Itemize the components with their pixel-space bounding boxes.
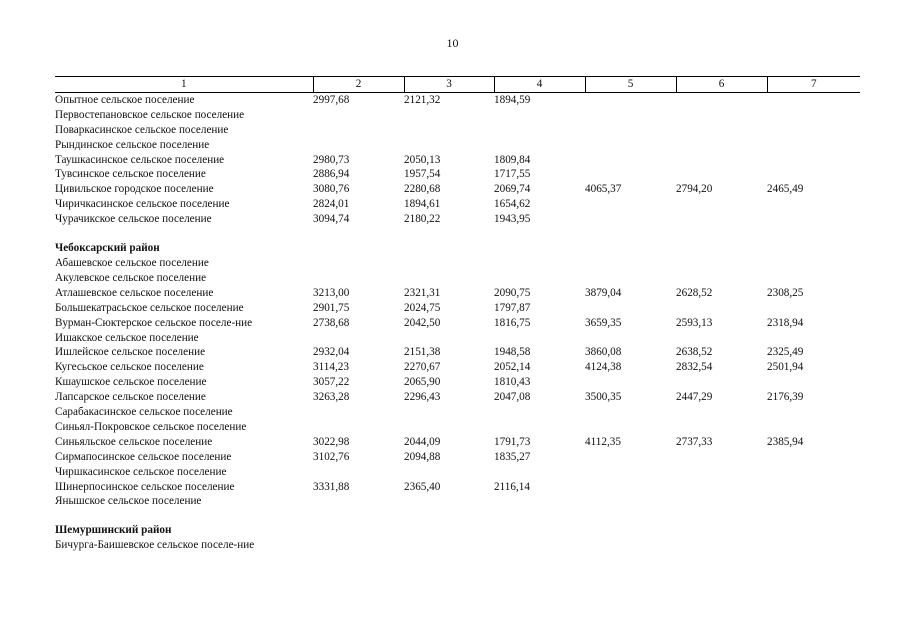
value-cell [404, 256, 494, 271]
table-row [55, 316, 860, 331]
value-cell [767, 153, 860, 168]
district-heading-row [55, 509, 860, 538]
settlement-name: Синьяльское сельское поселение [55, 435, 213, 448]
value-cell [404, 465, 494, 480]
value-cell [676, 480, 767, 495]
value-cell [585, 538, 676, 553]
settlement-name: Лапсарское сельское поселение [55, 391, 206, 404]
value-cell [404, 123, 494, 138]
value-cell: 2997,68 [313, 93, 350, 106]
value-cell: 3659,35 [585, 316, 622, 329]
value-cell: 4065,37 [585, 183, 622, 196]
table-row [55, 301, 860, 316]
value-cell [767, 465, 860, 480]
value-cell [585, 480, 676, 495]
value-cell [676, 271, 767, 286]
column-header: 2 [313, 77, 404, 93]
value-cell [404, 420, 494, 435]
value-cell [494, 123, 585, 138]
value-cell: 3080,76 [313, 183, 350, 196]
value-cell [404, 538, 494, 553]
value-cell [585, 450, 676, 465]
table-row [55, 494, 860, 509]
value-cell [676, 301, 767, 316]
value-cell [585, 494, 676, 509]
value-cell: 3263,28 [313, 391, 350, 404]
value-cell: 2270,67 [404, 361, 441, 374]
value-cell: 3094,74 [313, 213, 350, 226]
value-cell: 3879,04 [585, 286, 622, 299]
settlement-name: Чиршкасинское сельское поселение [55, 465, 227, 478]
value-cell [676, 375, 767, 390]
value-cell [767, 420, 860, 435]
column-header: 1 [55, 77, 313, 93]
settlement-name: Кшаушское сельское поселение [55, 376, 207, 389]
value-cell [313, 538, 404, 553]
value-cell [676, 197, 767, 212]
value-cell: 3057,22 [313, 376, 350, 389]
data-table [55, 76, 860, 553]
value-cell: 2180,22 [404, 213, 441, 226]
value-cell: 2094,88 [404, 450, 441, 463]
value-cell [404, 108, 494, 123]
table-row [55, 92, 860, 107]
column-header: 5 [585, 77, 676, 93]
table-row [55, 331, 860, 346]
value-cell [585, 420, 676, 435]
value-cell: 2052,14 [494, 361, 531, 374]
settlement-name: Вурман-Сюктерское сельское поселе-ние [55, 316, 253, 329]
table-row [55, 153, 860, 168]
settlement-name: Опытное сельское поселение [55, 93, 195, 106]
column-header: 3 [404, 77, 494, 93]
value-cell [494, 256, 585, 271]
settlement-name: Сарабакасинское сельское поселение [55, 406, 233, 419]
value-cell [313, 256, 404, 271]
settlement-name: Шинерпосинское сельское поселение [55, 480, 235, 493]
value-cell [494, 405, 585, 420]
value-cell [676, 212, 767, 227]
value-cell [313, 271, 404, 286]
table-header-row [55, 77, 860, 93]
district-heading-row [55, 227, 860, 256]
value-cell: 2901,75 [313, 301, 350, 314]
settlement-name: Чурачикское сельское поселение [55, 213, 212, 226]
value-cell: 2638,52 [676, 346, 713, 359]
value-cell [585, 153, 676, 168]
value-cell [676, 420, 767, 435]
value-cell [494, 108, 585, 123]
table-row [55, 286, 860, 301]
value-cell [676, 405, 767, 420]
value-cell: 2932,04 [313, 346, 350, 359]
value-cell [494, 465, 585, 480]
value-cell: 2024,75 [404, 301, 441, 314]
value-cell: 2047,08 [494, 391, 531, 404]
value-cell [767, 538, 860, 553]
value-cell [494, 538, 585, 553]
table-row [55, 345, 860, 360]
value-cell: 2794,20 [676, 183, 713, 196]
table-row [55, 108, 860, 123]
value-cell [585, 123, 676, 138]
value-cell: 2176,39 [767, 391, 804, 404]
settlement-name: Абашевское сельское поселение [55, 256, 209, 269]
value-cell: 1957,54 [404, 168, 441, 181]
value-cell: 3022,98 [313, 435, 350, 448]
table-row [55, 123, 860, 138]
value-cell [676, 123, 767, 138]
value-cell [585, 92, 676, 107]
value-cell [585, 167, 676, 182]
page-number: 10 [446, 36, 459, 50]
value-cell [313, 494, 404, 509]
table-row [55, 538, 860, 553]
value-cell [494, 271, 585, 286]
table-row [55, 465, 860, 480]
value-cell: 2090,75 [494, 286, 531, 299]
settlement-name: Синьял-Покровское сельское поселение [55, 420, 247, 433]
value-cell: 2318,94 [767, 316, 804, 329]
value-cell: 2465,49 [767, 183, 804, 196]
table-row [55, 182, 860, 197]
value-cell [313, 331, 404, 346]
table-row [55, 138, 860, 153]
value-cell [404, 271, 494, 286]
value-cell [313, 138, 404, 153]
value-cell: 3860,08 [585, 346, 622, 359]
value-cell: 2296,43 [404, 391, 441, 404]
value-cell [313, 123, 404, 138]
value-cell [585, 405, 676, 420]
value-cell: 1717,55 [494, 168, 531, 181]
value-cell [676, 167, 767, 182]
settlement-name: Цивильское городское поселение [55, 183, 214, 196]
value-cell [494, 494, 585, 509]
settlement-name: Тувсинское сельское поселение [55, 168, 206, 181]
value-cell [676, 256, 767, 271]
value-cell: 3500,35 [585, 391, 622, 404]
value-cell: 2365,40 [404, 480, 441, 493]
value-cell: 2116,14 [494, 480, 530, 493]
value-cell: 2050,13 [404, 153, 441, 166]
value-cell: 1816,75 [494, 316, 531, 329]
value-cell: 1809,84 [494, 153, 531, 166]
settlement-name: Чиричкасинское сельское поселение [55, 198, 230, 211]
value-cell [585, 212, 676, 227]
value-cell [404, 494, 494, 509]
value-cell: 4112,35 [585, 435, 621, 448]
value-cell [404, 331, 494, 346]
table-body [55, 92, 860, 553]
value-cell: 1894,59 [494, 93, 531, 106]
value-cell [404, 138, 494, 153]
value-cell: 2042,50 [404, 316, 441, 329]
settlement-name: Янышское сельское поселение [55, 495, 202, 508]
district-heading: Шемуршинский район [55, 524, 172, 537]
table-row [55, 197, 860, 212]
table-row [55, 256, 860, 271]
value-cell: 1654,62 [494, 198, 531, 211]
value-cell: 2044,09 [404, 435, 441, 448]
value-cell: 1791,73 [494, 435, 531, 448]
value-cell [767, 92, 860, 107]
settlement-name: Большекатрасьское сельское поселение [55, 301, 244, 314]
value-cell [585, 271, 676, 286]
value-cell [767, 480, 860, 495]
value-cell: 2824,01 [313, 198, 350, 211]
value-cell [676, 450, 767, 465]
value-cell [767, 450, 860, 465]
value-cell [313, 465, 404, 480]
settlement-name: Рындинское сельское поселение [55, 138, 210, 151]
settlement-name: Таушкасинское сельское поселение [55, 153, 225, 166]
value-cell [767, 212, 860, 227]
column-header: 6 [676, 77, 767, 93]
settlement-name: Поваркасинское сельское поселение [55, 123, 229, 136]
column-header: 7 [767, 77, 860, 93]
value-cell [676, 138, 767, 153]
value-cell: 2738,68 [313, 316, 350, 329]
settlement-name: Акулевское сельское поселение [55, 271, 207, 284]
value-cell: 3102,76 [313, 450, 350, 463]
value-cell [767, 167, 860, 182]
value-cell: 2737,33 [676, 435, 713, 448]
value-cell [494, 420, 585, 435]
value-cell: 2121,32 [404, 93, 441, 106]
settlement-name: Атлашевское сельское поселение [55, 286, 214, 299]
value-cell [767, 123, 860, 138]
value-cell [585, 301, 676, 316]
table-row [55, 405, 860, 420]
value-cell [585, 256, 676, 271]
table-row [55, 420, 860, 435]
table-row [55, 480, 860, 495]
settlement-name: Бичурга-Баишевское сельское поселе-ние [55, 539, 255, 552]
value-cell: 2280,68 [404, 183, 441, 196]
value-cell: 2325,49 [767, 346, 804, 359]
value-cell [404, 405, 494, 420]
value-cell: 2308,25 [767, 286, 804, 299]
value-cell [767, 405, 860, 420]
value-cell [767, 256, 860, 271]
value-cell: 2321,31 [404, 286, 441, 299]
value-cell: 2593,13 [676, 316, 713, 329]
value-cell: 4124,38 [585, 361, 622, 374]
settlement-name: Кугесьское сельское поселение [55, 361, 204, 374]
column-header: 4 [494, 77, 585, 93]
district-heading: Чебоксарский район [55, 242, 160, 255]
value-cell: 2385,94 [767, 435, 804, 448]
value-cell [767, 331, 860, 346]
value-cell [494, 331, 585, 346]
value-cell: 3114,23 [313, 361, 349, 374]
value-cell [767, 271, 860, 286]
value-cell [585, 197, 676, 212]
table-row [55, 167, 860, 182]
value-cell [676, 331, 767, 346]
value-cell: 1943,95 [494, 213, 531, 226]
value-cell [676, 538, 767, 553]
value-cell [494, 138, 585, 153]
table-row [55, 450, 860, 465]
value-cell [767, 197, 860, 212]
value-cell [767, 375, 860, 390]
value-cell: 2628,52 [676, 286, 713, 299]
value-cell [676, 92, 767, 107]
value-cell: 2065,90 [404, 376, 441, 389]
value-cell [313, 108, 404, 123]
value-cell: 2151,38 [404, 346, 441, 359]
value-cell [676, 465, 767, 480]
value-cell: 2886,94 [313, 168, 350, 181]
value-cell: 2980,73 [313, 153, 350, 166]
value-cell: 2447,29 [676, 391, 713, 404]
value-cell [585, 331, 676, 346]
table-row [55, 212, 860, 227]
value-cell: 2832,54 [676, 361, 713, 374]
value-cell [767, 301, 860, 316]
value-cell: 2501,94 [767, 361, 804, 374]
value-cell [313, 420, 404, 435]
value-cell [585, 108, 676, 123]
settlement-name: Ишлейское сельское поселение [55, 346, 206, 359]
table-row [55, 360, 860, 375]
table-row [55, 375, 860, 390]
value-cell: 3213,00 [313, 286, 350, 299]
value-cell [767, 138, 860, 153]
value-cell: 1894,61 [404, 198, 441, 211]
settlement-name: Первостепановское сельское поселение [55, 108, 245, 121]
value-cell [313, 405, 404, 420]
value-cell: 1797,87 [494, 301, 531, 314]
settlement-name: Сирмапосинское сельское поселение [55, 450, 232, 463]
value-cell: 2069,74 [494, 183, 531, 196]
table-row [55, 435, 860, 450]
value-cell [676, 494, 767, 509]
table-row [55, 390, 860, 405]
value-cell [676, 108, 767, 123]
table-row [55, 271, 860, 286]
value-cell: 1835,27 [494, 450, 531, 463]
settlement-name: Ишакское сельское поселение [55, 331, 199, 344]
value-cell [585, 465, 676, 480]
value-cell: 3331,88 [313, 480, 350, 493]
value-cell [676, 153, 767, 168]
value-cell [585, 375, 676, 390]
value-cell [767, 108, 860, 123]
value-cell [585, 138, 676, 153]
value-cell [767, 494, 860, 509]
value-cell: 1948,58 [494, 346, 531, 359]
value-cell: 1810,43 [494, 376, 531, 389]
